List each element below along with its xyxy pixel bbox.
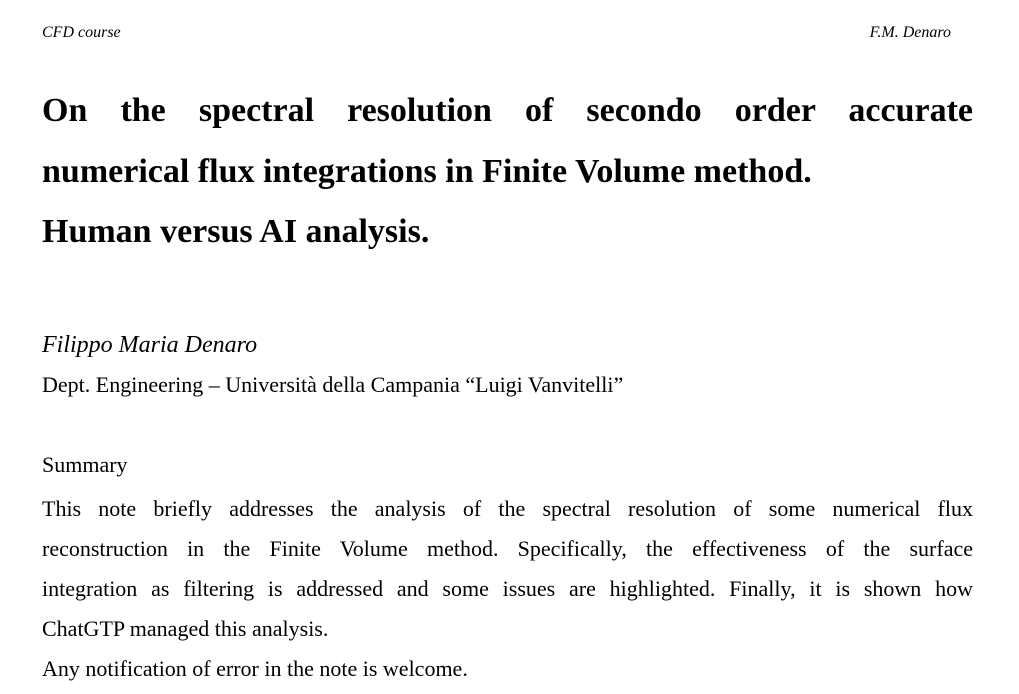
summary-line-3: integration as filtering is addressed and some issues are highlighted. Finally, it is shown how <box>42 576 973 601</box>
document-page <box>42 0 973 694</box>
paper-title <box>42 81 973 263</box>
title-line-3: Human versus AI analysis. <box>42 213 430 250</box>
summary-paragraph <box>42 489 973 689</box>
summary-line-1: This note briefly addresses the analysis of the spectral resolution of some numerical flux <box>42 496 973 521</box>
summary-heading: Summary <box>42 452 128 477</box>
summary-line-4: ChatGTP managed this analysis. <box>42 616 329 641</box>
summary-line-2: reconstruction in the Finite Volume method. Specifically, the effectiveness of the surface <box>42 536 973 561</box>
running-header <box>42 24 973 46</box>
header-course: CFD course <box>42 24 121 41</box>
title-line-2: numerical flux integrations in Finite Volume method. <box>42 152 812 190</box>
title-line-1: On the spectral resolution of secondo order accurate <box>42 92 973 129</box>
author-name: Filippo Maria Denaro <box>42 332 258 358</box>
author-affiliation: Dept. Engineering – Università della Campania “Luigi Vanvitelli” <box>42 372 624 397</box>
header-author: F.M. Denaro <box>869 24 951 41</box>
summary-note: Any notification of error in the note is welcome. <box>42 656 468 681</box>
